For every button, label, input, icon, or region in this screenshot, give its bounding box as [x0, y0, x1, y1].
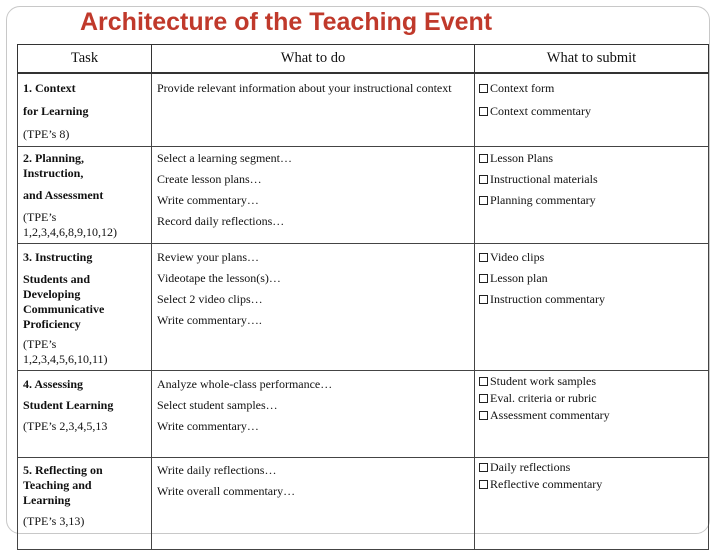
- task-cell: [18, 457, 152, 549]
- do-item: Record daily reflections…: [157, 213, 285, 228]
- checkbox-icon: [479, 253, 488, 262]
- do-item: Select 2 video clips…: [157, 291, 263, 306]
- checkbox-icon: [479, 377, 488, 386]
- task-title: 2. Planning, Instruction,: [23, 150, 85, 180]
- do-cell: [152, 146, 475, 243]
- submit-item: Lesson Plans: [479, 151, 706, 166]
- table-row: [18, 243, 709, 370]
- task-subtitle: Students and Developing Communicative Proficiency: [23, 271, 105, 331]
- header-task: Task: [18, 45, 152, 74]
- table-row: [18, 457, 709, 549]
- do-item: Select student samples…: [157, 397, 278, 412]
- submit-item: Student work samples: [479, 374, 706, 389]
- task-title: 4. Assessing: [23, 376, 84, 391]
- checkbox-icon: [479, 295, 488, 304]
- teaching-event-table: [17, 44, 709, 550]
- task-cell: [18, 73, 152, 146]
- submit-cell: [475, 457, 709, 549]
- checkbox-icon: [479, 175, 488, 184]
- task-tpe: (TPE’s 1,2,3,4,6,8,9,10,12): [23, 209, 117, 239]
- checkbox-icon: [479, 411, 488, 420]
- do-item: Select a learning segment…: [157, 150, 292, 165]
- submit-item: Context form: [479, 81, 706, 96]
- header-what-to-submit: What to submit: [475, 45, 709, 74]
- do-item: Write commentary….: [157, 312, 262, 327]
- task-tpe: (TPE’s 3,13): [23, 513, 85, 528]
- header-what-to-do: What to do: [152, 45, 475, 74]
- checkbox-icon: [479, 274, 488, 283]
- do-item: Write overall commentary…: [157, 483, 296, 498]
- submit-cell: [475, 146, 709, 243]
- do-item: Write daily reflections…: [157, 462, 277, 477]
- submit-item: Instructional materials: [479, 172, 706, 187]
- task-title: 3. Instructing: [23, 249, 93, 264]
- do-item: Create lesson plans…: [157, 171, 262, 186]
- slide-title: Architecture of the Teaching Event: [80, 8, 493, 36]
- checkbox-icon: [479, 196, 488, 205]
- submit-item: Reflective commentary: [479, 477, 706, 492]
- task-cell: [18, 146, 152, 243]
- submit-item: Planning commentary: [479, 193, 706, 208]
- submit-item: Daily reflections: [479, 460, 706, 475]
- do-item: Videotape the lesson(s)…: [157, 270, 281, 285]
- do-item: Review your plans…: [157, 249, 259, 264]
- checkbox-icon: [479, 463, 488, 472]
- task-title: 5. Reflecting on Teaching and Learning: [23, 462, 103, 507]
- submit-cell: [475, 73, 709, 146]
- task-title: 1. Context: [23, 81, 76, 95]
- submit-item: Video clips: [479, 250, 706, 265]
- task-tpe: (TPE’s 1,2,3,4,5,6,10,11): [23, 336, 108, 366]
- submit-cell: [475, 243, 709, 370]
- do-item: Provide relevant information about your instructional context: [157, 81, 452, 95]
- checkbox-icon: [479, 84, 488, 93]
- task-cell: [18, 370, 152, 457]
- do-cell: [152, 73, 475, 146]
- do-item: Write commentary…: [157, 192, 259, 207]
- task-tpe: (TPE’s 2,3,4,5,13: [23, 418, 108, 433]
- checkbox-icon: [479, 480, 488, 489]
- task-cell: [18, 243, 152, 370]
- do-cell: [152, 457, 475, 549]
- task-subtitle: and Assessment: [23, 187, 104, 202]
- do-cell: [152, 370, 475, 457]
- submit-item: Lesson plan: [479, 271, 706, 286]
- submit-item: Assessment commentary: [479, 408, 706, 423]
- table-row: [18, 73, 709, 146]
- do-cell: [152, 243, 475, 370]
- header-row: [18, 45, 709, 74]
- do-item: Write commentary…: [157, 418, 259, 433]
- table-row: [18, 146, 709, 243]
- do-item: Analyze whole-class performance…: [157, 376, 333, 391]
- submit-item: Context commentary: [479, 104, 706, 119]
- task-tpe: (TPE’s 8): [23, 127, 70, 141]
- submit-cell: [475, 370, 709, 457]
- checkbox-icon: [479, 107, 488, 116]
- submit-item: Instruction commentary: [479, 292, 706, 307]
- table-row: [18, 370, 709, 457]
- submit-item: Eval. criteria or rubric: [479, 391, 706, 406]
- task-subtitle: for Learning: [23, 104, 89, 118]
- checkbox-icon: [479, 154, 488, 163]
- task-subtitle: Student Learning: [23, 397, 114, 412]
- checkbox-icon: [479, 394, 488, 403]
